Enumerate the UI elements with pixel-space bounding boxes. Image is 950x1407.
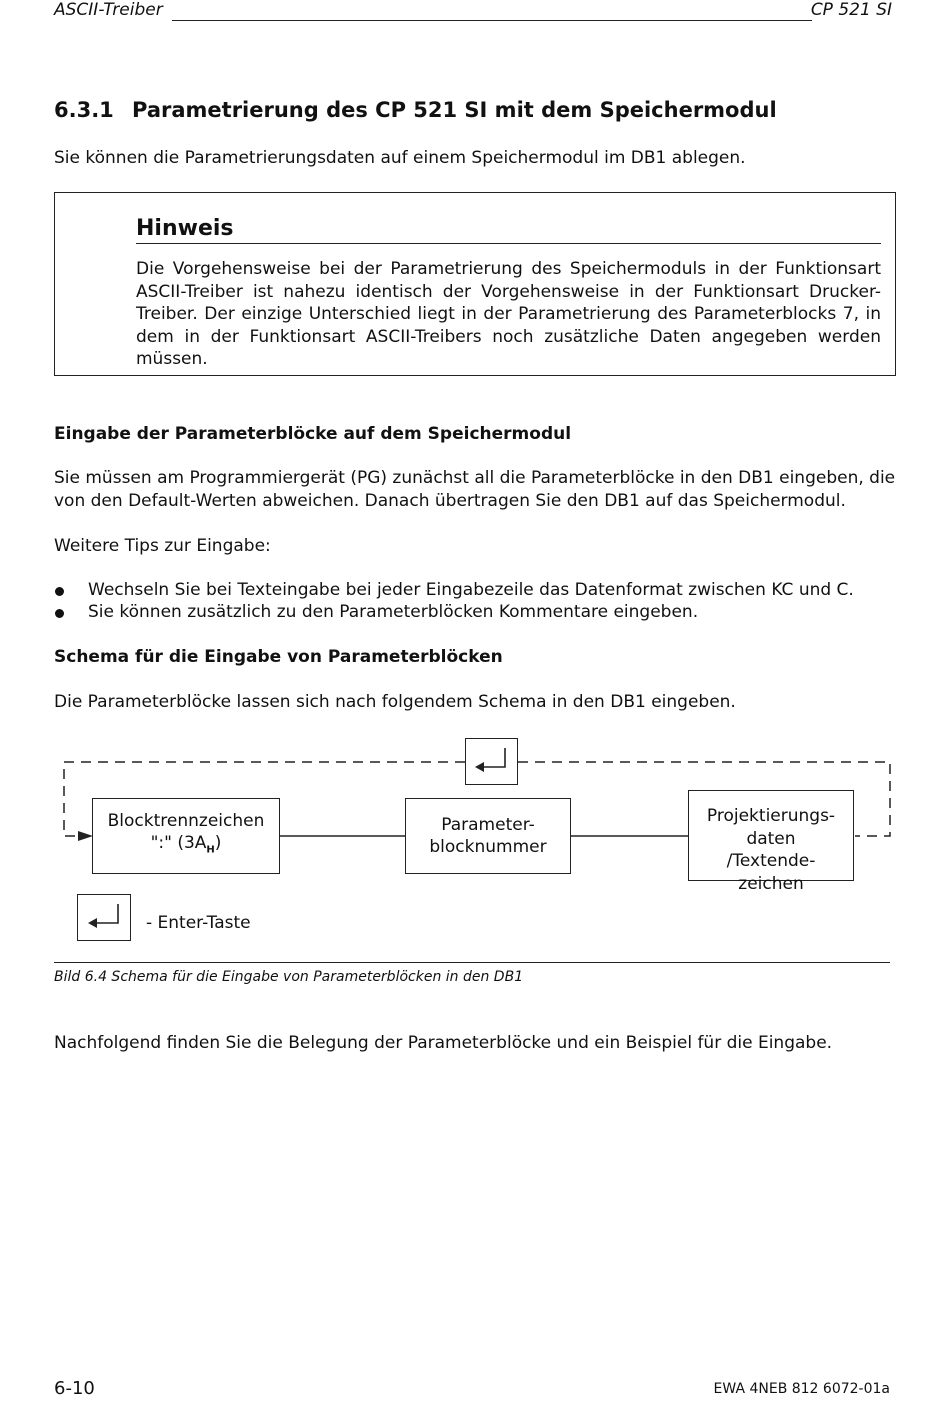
box-label: ":" $(3A_H)$ xyxy=(150,833,222,856)
closing-paragraph: Nachfolgend finden Sie die Belegung der Parameterblöcke und ein Beispiel für die Eingabe. xyxy=(54,1033,833,1053)
box-label: zeichen xyxy=(738,873,804,894)
tips-intro: Weitere Tips zur Eingabe: xyxy=(54,536,271,556)
page-number: 6-10 xyxy=(54,1378,95,1399)
legend-label: - Enter-Taste xyxy=(146,913,251,933)
intro-paragraph: Sie können die Parametrierungsdaten auf einem Speichermodul im DB1 ablegen. xyxy=(54,148,746,168)
running-header-left: ASCII-Treiber xyxy=(54,0,163,20)
document-id: EWA 4NEB 812 6072-01a xyxy=(713,1381,890,1397)
enter-key-icon xyxy=(465,738,518,785)
subsection-heading-schema: Schema für die Eingabe von Parameterblöcken xyxy=(54,647,503,667)
box-project-data xyxy=(688,790,854,894)
note-title: Hinweis xyxy=(136,216,234,241)
running-header-right: CP 521 SI xyxy=(810,0,892,20)
subsection-heading-input: Eingabe der Parameterblöcke auf dem Speichermodul xyxy=(54,424,572,444)
box-parameter-block-number xyxy=(405,798,571,874)
bullet-item: Sie können zusätzlich zu den Parameterblöcken Kommentare eingeben. xyxy=(88,602,699,622)
box-label: blocknummer xyxy=(429,837,547,857)
box-label: Blocktrennzeichen xyxy=(107,810,265,831)
box-label: Projektierungs- xyxy=(706,806,836,826)
arrowhead-icon xyxy=(78,831,93,841)
box-label: daten xyxy=(746,828,796,849)
schema-paragraph: Die Parameterblöcke lassen sich nach folgendem Schema in den DB1 eingeben. xyxy=(54,692,736,712)
note-text: Die Vorgehensweise bei der Parametrierung des Speichermoduls in der Funktionsart ASCII-Treiber ist nahezu identisch der Vorgehensweise in der Funktionsart Drucker-Treiber. Der einzige Unterschied liegt in der Parametrierung des Parameterblocks 7, in dem in der Funktionsart ASCII-Treibers noch zusätzliche Daten angegeben werden müssen. xyxy=(136,259,881,369)
box-label: Parameter- xyxy=(441,814,535,835)
bullet-item: Wechseln Sie bei Texteingabe bei jeder Eingabezeile das Datenformat zwischen KC und C. xyxy=(88,580,854,600)
section-number: 6.3.1 xyxy=(54,98,114,122)
box-block-separator xyxy=(92,798,280,874)
box-label: /Textende- xyxy=(726,851,816,871)
caption-rule xyxy=(54,962,890,963)
enter-key-icon xyxy=(77,894,131,941)
figure-caption: Bild 6.4 Schema für die Eingabe von Parameterblöcken in den DB1 xyxy=(54,969,524,985)
section-title: Parametrierung des CP 521 SI mit dem Speichermodul xyxy=(132,98,777,122)
input-paragraph: Sie müssen am Programmiergerät (PG) zunächst all die Parameterblöcke in den DB1 eingeben, die von den Default-Werten abweichen. Danach übertragen Sie den DB1 auf das Speichermodul. xyxy=(54,468,896,511)
